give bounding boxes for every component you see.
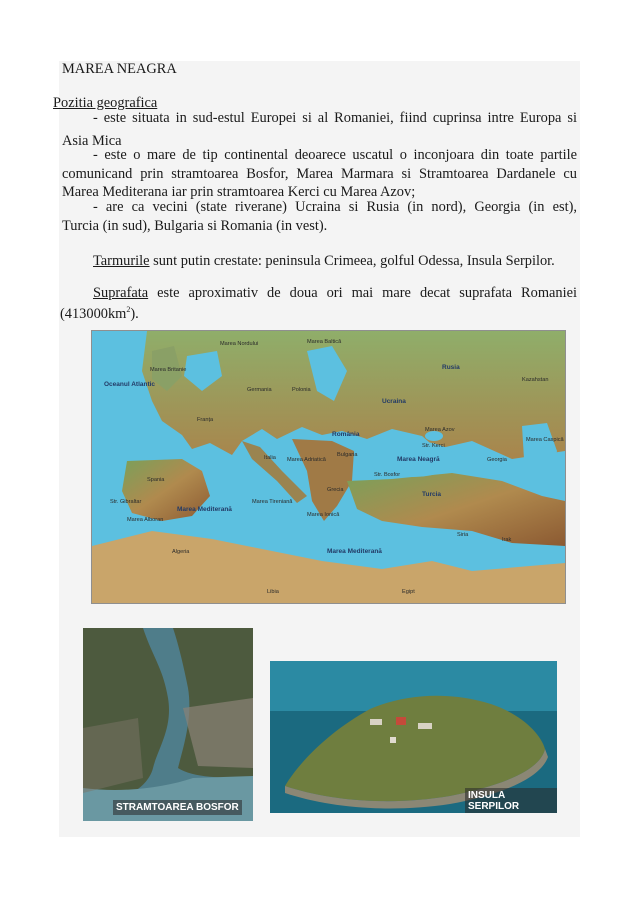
europe-relief-map: [91, 330, 566, 604]
snake-island-photo: [270, 661, 557, 813]
bullet1-line2: Asia Mica: [62, 133, 122, 149]
bullet1-line1: - este situata in sud-estul Europei si al Romaniei, fiind cuprinsa intre Europa si: [93, 110, 577, 126]
map-label-rusia: Rusia: [442, 364, 460, 371]
map-label-str-bosfor: Str. Bosfor: [374, 472, 401, 478]
map-label-atlantic: Oceanul Atlantic: [104, 381, 156, 388]
map-label-ionica: Marea Ionică: [307, 512, 340, 518]
tarmurile-paragraph: [93, 251, 555, 272]
map-label-algeria: Algeria: [172, 549, 190, 555]
suprafata-value: (413000km: [60, 306, 127, 322]
snake-island-caption: INSULA SERPILOR: [465, 788, 557, 813]
suprafata-line2: [60, 304, 139, 325]
section-heading: Pozitia geografica: [53, 95, 158, 111]
map-label-tireniana: Marea Tireniană: [252, 499, 293, 505]
map-label-marea-nordului: Marea Nordului: [220, 341, 259, 347]
bullet2-line3: Marea Mediterana iar prin stramtoarea Kerci cu Marea Azov;: [62, 184, 416, 200]
map-label-siria: Siria: [457, 532, 469, 538]
map-label-georgia: Georgia: [487, 457, 507, 463]
map-label-egipt: Egipt: [402, 589, 415, 595]
map-label-marea-baltica: Marea Baltică: [307, 339, 342, 345]
map-svg: [92, 331, 565, 603]
bosphorus-photo-svg: [83, 628, 253, 821]
suprafata-end: ).: [130, 306, 139, 322]
map-label-adriatica: Marea Adriatică: [287, 457, 326, 463]
map-label-str-kerci: Str. Kerci: [422, 443, 445, 449]
map-label-ucraina: Ucraina: [382, 398, 406, 405]
map-label-str-gibraltar: Str. Gibraltar: [110, 499, 142, 505]
map-label-marea-caspica: Marea Caspică: [526, 437, 564, 443]
map-label-italia: Italia: [264, 455, 276, 461]
map-label-mediterana-e: Marea Mediterană: [327, 548, 382, 555]
tarmurile-text: sunt putin crestate: peninsula Crimeea, golful Odessa, Insula Serpilor.: [149, 253, 555, 269]
map-label-alboran: Marea Alboran: [127, 517, 164, 523]
bullet3-line1: - are ca vecini (state riverane) Ucraina si Rusia (in nord), Georgia (in est),: [93, 199, 577, 215]
map-label-britanie: Marea Britanie: [150, 367, 187, 373]
bullet3-line2: Turcia (in sud), Bulgaria si Romania (in vest).: [62, 218, 328, 234]
map-label-romania: România: [332, 431, 360, 438]
tarmurile-term: Tarmurile: [93, 253, 150, 269]
bosphorus-caption: STRAMTOAREA BOSFOR: [113, 800, 242, 815]
map-label-irak: Irak: [502, 537, 512, 543]
map-label-franta: Franța: [197, 417, 214, 423]
suprafata-sup: 2: [126, 305, 131, 315]
bosphorus-satellite-photo: [83, 628, 253, 821]
map-label-grecia: Grecia: [327, 487, 344, 493]
suprafata-line1: [93, 285, 577, 302]
map-label-mediterana-w: Marea Mediterană: [177, 506, 232, 513]
map-label-libia: Libia: [267, 589, 279, 595]
map-label-spania: Spania: [147, 477, 165, 483]
map-label-marea-neagra: Marea Neagră: [397, 456, 440, 463]
map-label-turcia: Turcia: [422, 491, 442, 498]
map-label-germania: Germania: [247, 387, 272, 393]
map-label-marea-azov: Marea Azov: [425, 427, 455, 433]
bullet2-line2: comunicand prin stramtoarea Bosfor, Marea Marmara si Stramtoarea Dardanele cu: [62, 166, 577, 182]
suprafata-text: este aproximativ de doua ori mai mare decat suprafata Romaniei: [148, 285, 577, 301]
page-title: MAREA NEAGRA: [62, 61, 177, 77]
map-label-polonia: Polonia: [292, 387, 311, 393]
bullet2-line1: - este o mare de tip continental deoarece uscatul o inconjoara din toate partile: [93, 147, 577, 163]
map-label-bulgaria: Bulgaria: [337, 452, 358, 458]
map-label-kazahstan: Kazahstan: [522, 377, 549, 383]
suprafata-term: Suprafata: [93, 285, 149, 301]
